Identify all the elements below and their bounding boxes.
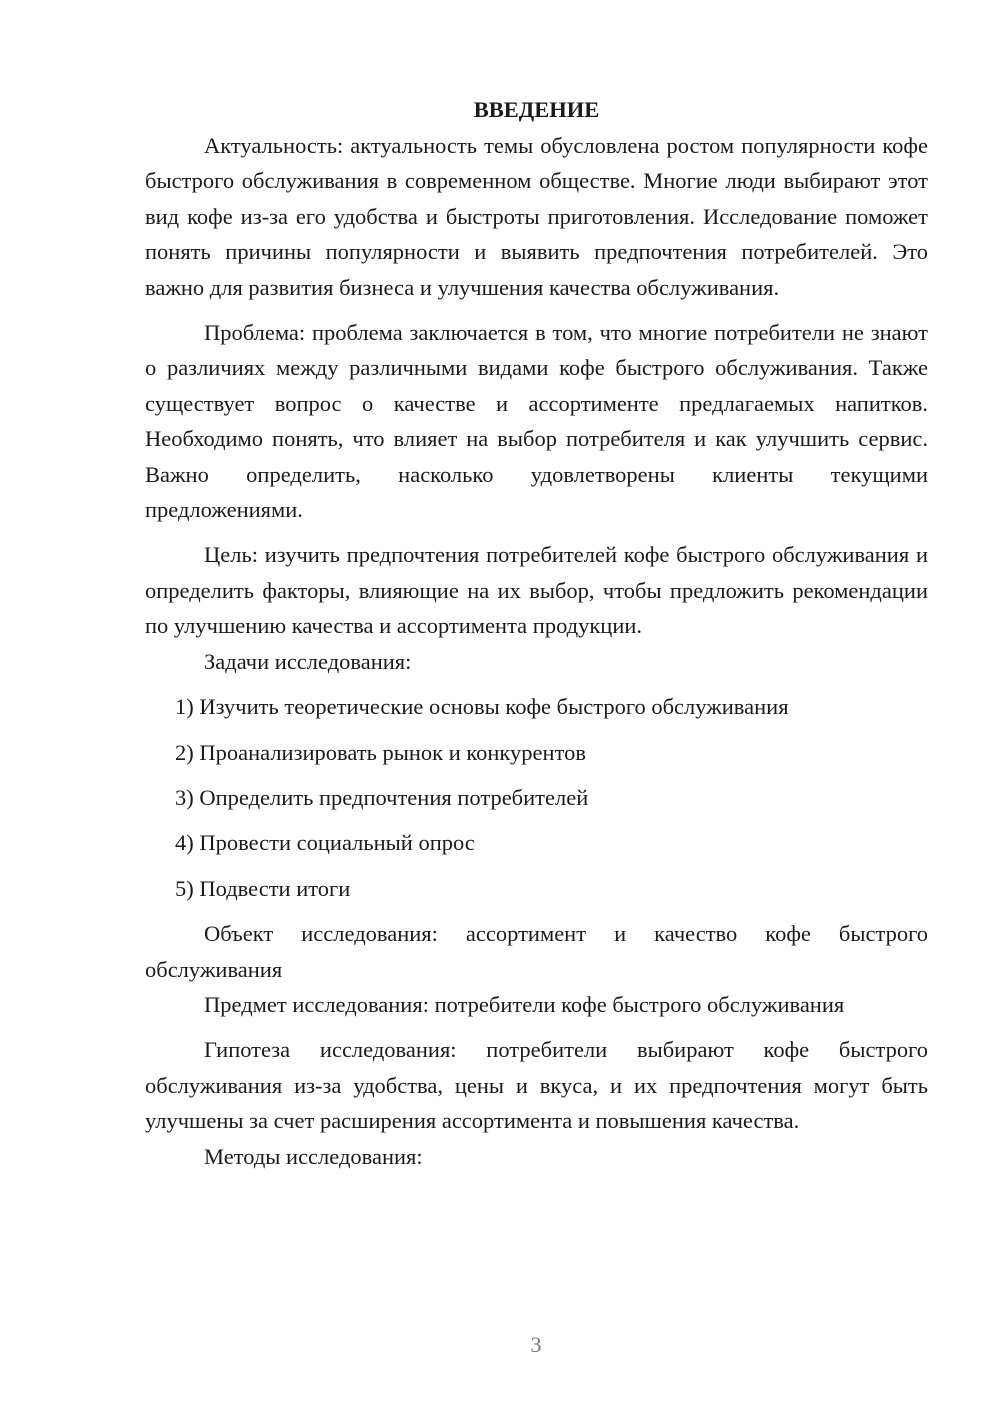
list-item: 1) Изучить теоретические основы кофе быстрого обслуживания bbox=[175, 694, 789, 720]
tasks-heading: Задачи исследования: bbox=[204, 648, 412, 674]
list-item: 5) Подвести итоги bbox=[175, 875, 351, 901]
paragraph-hypothesis: Гипотеза исследования: потребители выбирают кофе быстрого обслуживания из-за удобства, цены и вкуса, и их предпочтения могут быть улучшены за счет расширения ассортимента и повышения качества. bbox=[145, 1037, 928, 1134]
paragraph-relevance: Актуальность: актуальность темы обусловлена ростом популярности кофе быстрого обслуживания в современном обществе. Многие люди выбирают этот вид кофе из-за его удобства и быстроты приготовления. Исследование поможет понять причины популярности и выявить предпочтения потребителей. Это важно для развития бизнеса и улучшения качества обслуживания. bbox=[145, 133, 928, 300]
methods-heading: Методы исследования: bbox=[204, 1143, 423, 1169]
paragraph-object: Объект исследования: ассортимент и качество кофе быстрого обслуживания bbox=[145, 921, 928, 982]
list-item: 3) Определить предпочтения потребителей bbox=[175, 784, 589, 810]
list-item: 4) Провести социальный опрос bbox=[175, 830, 475, 856]
paragraph-goal: Цель: изучить предпочтения потребителей кофе быстрого обслуживания и определить факторы, влияющие на их выбор, чтобы предложить рекомендации по улучшению качества и ассортимента продукции. bbox=[145, 542, 928, 639]
list-item: 2) Проанализировать рынок и конкурентов bbox=[175, 739, 586, 765]
paragraph-problem: Проблема: проблема заключается в том, что многие потребители не знают о различиях между различными видами кофе быстрого обслуживания. Также существует вопрос о качестве и ассортименте предлагаемых напитков. Необходимо понять, что влияет на выбор потребителя и как улучшить сервис. Важно определить, насколько удовлетворены клиенты текущими предложениями. bbox=[145, 320, 928, 523]
page-number: 3 bbox=[530, 1332, 542, 1357]
document-page bbox=[145, 92, 928, 1174]
page-title: ВВЕДЕНИЕ bbox=[473, 97, 600, 122]
paragraph-subject: Предмет исследования: потребители кофе быстрого обслуживания bbox=[204, 991, 845, 1017]
tasks-list bbox=[145, 689, 928, 906]
